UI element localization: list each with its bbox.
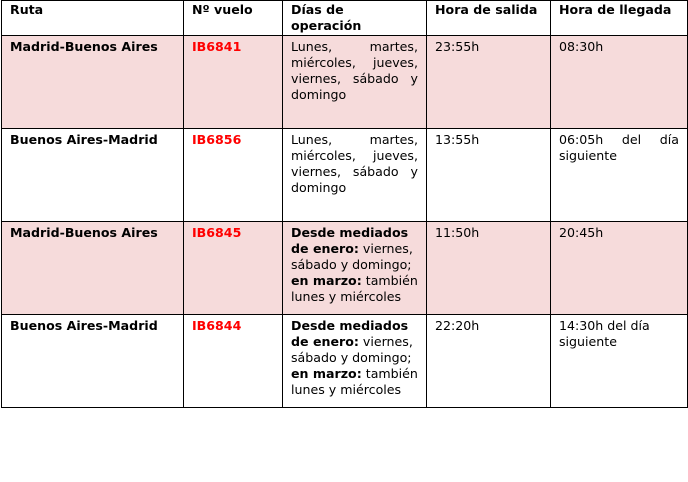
january-days: viernes, sábado y domingo; (291, 334, 413, 365)
route-cell: Madrid-Buenos Aires (2, 36, 184, 129)
route-cell: Buenos Aires-Madrid (2, 129, 184, 222)
departure-time-cell: 13:55h (427, 129, 551, 222)
table-row (2, 129, 688, 222)
march-label: en marzo: (291, 366, 362, 381)
route-cell: Madrid-Buenos Aires (2, 222, 184, 315)
table-row (2, 222, 688, 315)
header-operation-days: Días de operación (283, 1, 427, 36)
header-flight-number: Nº vuelo (184, 1, 283, 36)
departure-time-cell: 23:55h (427, 36, 551, 129)
route-cell: Buenos Aires-Madrid (2, 315, 184, 408)
table-row (2, 36, 688, 129)
flight-schedule-table (1, 0, 688, 408)
march-days: también lunes y miércoles (291, 366, 418, 397)
march-label: en marzo: (291, 273, 362, 288)
arrival-time-cell: 20:45h (551, 222, 688, 315)
january-label: Desde mediados de enero: (291, 225, 409, 256)
flight-number-cell: IB6844 (184, 315, 283, 408)
january-days: viernes, sábado y domingo; (291, 241, 413, 272)
operation-days-cell (283, 315, 427, 408)
operation-days-cell (283, 222, 427, 315)
departure-time-cell: 11:50h (427, 222, 551, 315)
table-header-row (2, 1, 688, 36)
arrival-time-cell: 14:30h del día siguiente (551, 315, 688, 408)
flight-number-cell: IB6845 (184, 222, 283, 315)
flight-number-cell: IB6856 (184, 129, 283, 222)
arrival-time-cell: 08:30h (551, 36, 688, 129)
header-arrival-time: Hora de llegada (551, 1, 688, 36)
header-departure-time: Hora de salida (427, 1, 551, 36)
january-label: Desde mediados de enero: (291, 318, 409, 349)
march-days: también lunes y miércoles (291, 273, 418, 304)
operation-days-cell: Lunes, martes, miércoles, jueves, viernes, sábado y domingo (283, 36, 427, 129)
operation-days-cell: Lunes, martes, miércoles, jueves, viernes, sábado y domingo (283, 129, 427, 222)
flight-number-cell: IB6841 (184, 36, 283, 129)
table-row (2, 315, 688, 408)
header-route: Ruta (2, 1, 184, 36)
departure-time-cell: 22:20h (427, 315, 551, 408)
arrival-time-cell: 06:05h del día siguiente (551, 129, 688, 222)
